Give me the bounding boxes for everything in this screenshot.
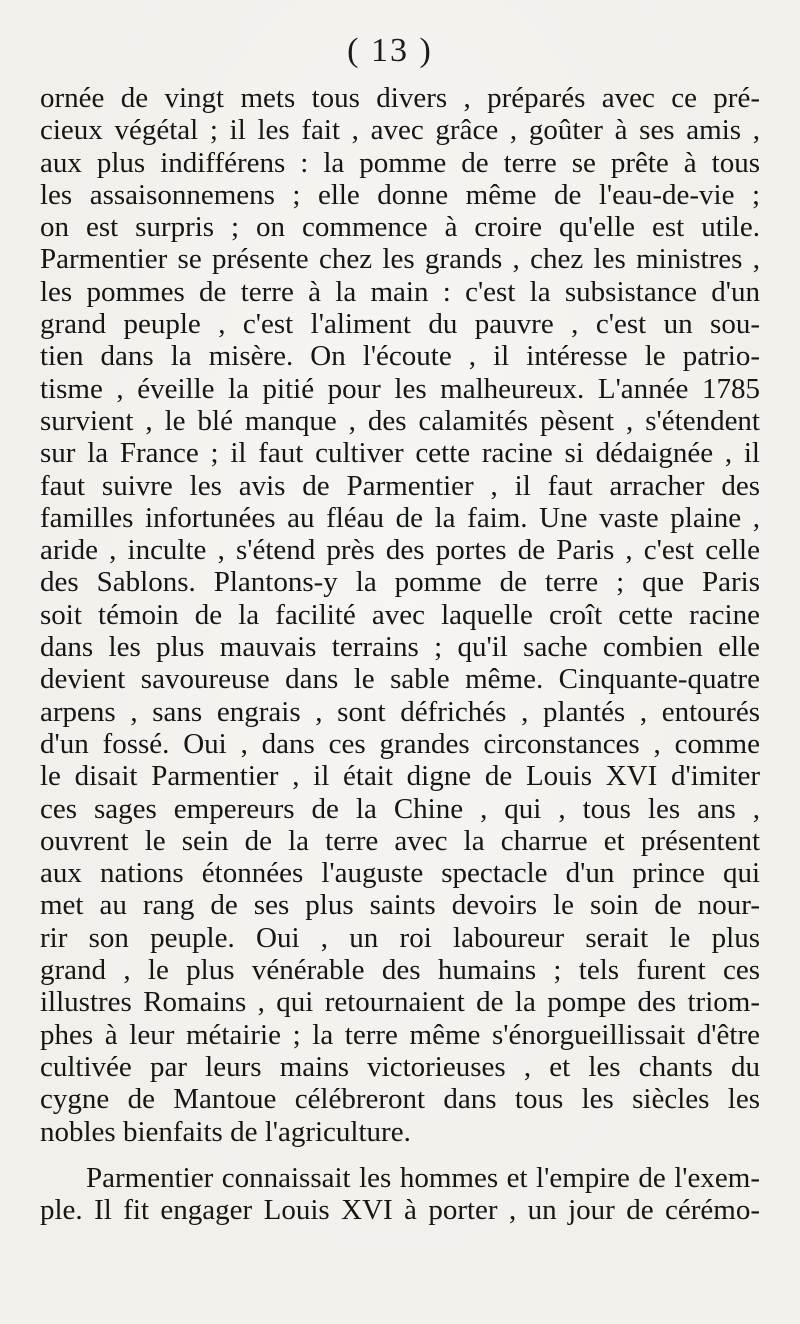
text-line: met au rang de ses plus saints devoirs le soin de nour- (40, 889, 760, 922)
text-line: devient savoureuse dans le sable même. Cinquante-quatre (40, 663, 760, 696)
text-line: on est surpris ; on commence à croire qu'elle est utile. (40, 211, 760, 244)
text-line: aride , inculte , s'étend près des portes de Paris , c'est celle (40, 534, 760, 567)
text-line: faut suivre les avis de Parmentier , il faut arracher des (40, 469, 760, 502)
text-line: sur la France ; il faut cultiver cette racine si dédaignée , il (40, 437, 760, 470)
text-line: Parmentier se présente chez les grands , chez les ministres , (40, 243, 760, 276)
text-line: illustres Romains , qui retournaient de la pompe des triom- (40, 986, 760, 1019)
text-line: ces sages empereurs de la Chine , qui , tous les ans , (40, 792, 760, 825)
text-line: arpens , sans engrais , sont défrichés , plantés , entourés (40, 695, 760, 728)
text-line: soit témoin de la facilité avec laquelle croît cette racine (40, 598, 760, 631)
text-line: les pommes de terre à la main : c'est la subsistance d'un (40, 275, 760, 308)
text-line: grand , le plus vénérable des humains ; tels furent ces (40, 954, 760, 987)
paragraph-gap (40, 1148, 760, 1162)
text-line: ouvrent le sein de la terre avec la charrue et présentent (40, 824, 760, 857)
text-line: dans les plus mauvais terrains ; qu'il sache combien elle (40, 631, 760, 664)
text-line: tien dans la misère. On l'écoute , il intéresse le patrio- (40, 340, 760, 373)
text-line: les assaisonnemens ; elle donne même de l'eau-de-vie ; (40, 178, 760, 211)
text-line: rir son peuple. Oui , un roi laboureur serait le plus (40, 921, 760, 954)
text-line: survient , le blé manque , des calamités pèsent , s'étendent (40, 404, 760, 437)
text-line: Parmentier connaissait les hommes et l'empire de l'exem- (86, 1161, 760, 1194)
text-line: aux nations étonnées l'auguste spectacle d'un prince qui (40, 857, 760, 890)
text-line: aux plus indifférens : la pomme de terre se prête à tous (40, 146, 760, 179)
text-line: cieux végétal ; il les fait , avec grâce , goûter à ses amis , (40, 114, 760, 147)
text-line: familles infortunées au fléau de la faim. Une vaste plaine , (40, 501, 760, 534)
body-text (40, 82, 760, 1226)
text-line: grand peuple , c'est l'aliment du pauvre , c'est un sou- (40, 308, 760, 341)
text-line: des Sablons. Plantons-y la pomme de terre ; que Paris (40, 566, 760, 599)
text-line: cygne de Mantoue célébreront dans tous les siècles les (40, 1083, 760, 1116)
text-line: tisme , éveille la pitié pour les malheureux. L'année 1785 (40, 372, 760, 405)
page-number: ( 13 ) (347, 32, 433, 69)
text-line: le disait Parmentier , il était digne de Louis XVI d'imiter (40, 760, 760, 793)
paragraph (40, 82, 760, 1148)
text-line: d'un fossé. Oui , dans ces grandes circonstances , comme (40, 727, 760, 760)
text-line: nobles bienfaits de l'agriculture. (40, 1115, 411, 1148)
text-line: phes à leur métairie ; la terre même s'énorgueillissait d'être (40, 1018, 760, 1051)
text-line: cultivée par leurs mains victorieuses , et les chants du (40, 1050, 760, 1083)
text-line: ple. Il fit engager Louis XVI à porter , un jour de cérémo- (40, 1194, 760, 1227)
text-line: ornée de vingt mets tous divers , préparés avec ce pré- (40, 82, 760, 114)
paragraph (40, 1162, 760, 1227)
